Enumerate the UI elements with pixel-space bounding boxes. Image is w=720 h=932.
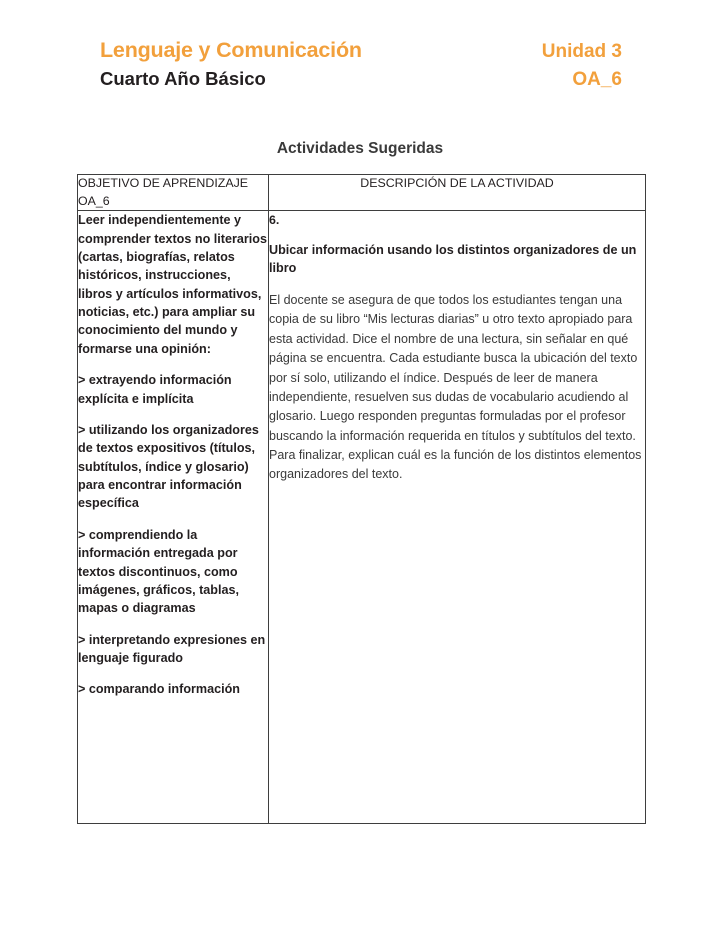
activity-table: [77, 174, 646, 824]
objective-code-label: OA_6: [572, 69, 622, 91]
objective-block: > comparando información: [78, 682, 240, 697]
objective-block: > extrayendo información explícita e implícita: [78, 373, 232, 406]
objective-block: > comprendiendo la información entregada por textos discontinuos, como imágenes, gráficos, tablas, mapas o diagramas: [78, 527, 239, 616]
column-header-objective: OBJETIVO DE APRENDIZAJE OA_6: [78, 175, 269, 211]
objective-block: > utilizando los organizadores de textos expositivos (títulos, subtítulos, índice y glosario) para encontrar información específica: [78, 422, 259, 511]
activity-body: El docente se asegura de que todos los estudiantes tengan una copia de su libro “Mis lecturas diarias” u otro texto apropiado para esta actividad. Dice el nombre de una lectura, sin señalar en qué página se encuentra. Cada estudiante busca la ubicación del texto por sí solo, utilizando el índice. Después de leer de manera independiente, resuelven sus dudas de vocabulario acudiendo al glosario. Luego responden preguntas formuladas por el profesor buscando la información requerida en títulos y subtítulos del texto. Para finalizar, explican cuál es la función de los distintos elementos organizadores del texto.: [269, 293, 642, 482]
unit-label: Unidad 3: [541, 41, 622, 62]
objective-block: Leer independientemente y comprender textos no literarios (cartas, biografías, relatos históricos, instrucciones, libros y artículos informativos, noticias, etc.) para ampliar su conocimiento del mundo y formarse una opinión:: [78, 213, 267, 356]
table-header-row: [78, 175, 646, 211]
masthead-row-secondary: [100, 63, 622, 93]
description-cell: [269, 211, 646, 824]
activity-number: 6.: [269, 213, 280, 228]
document-masthead: [100, 38, 622, 93]
activity-title: Ubicar información usando los distintos organizadores de un libro: [269, 242, 637, 276]
grade-title: Cuarto Año Básico: [100, 68, 266, 90]
table-row: [78, 211, 646, 824]
section-heading: Actividades Sugeridas: [276, 140, 444, 157]
objective-block: > interpretando expresiones en lenguaje figurado: [78, 632, 266, 666]
objective-cell: [78, 211, 269, 824]
subject-title: Lenguaje y Comunicación: [100, 38, 362, 62]
masthead-row-primary: [100, 38, 622, 63]
column-header-description: DESCRIPCIÓN DE LA ACTIVIDAD: [269, 175, 646, 211]
